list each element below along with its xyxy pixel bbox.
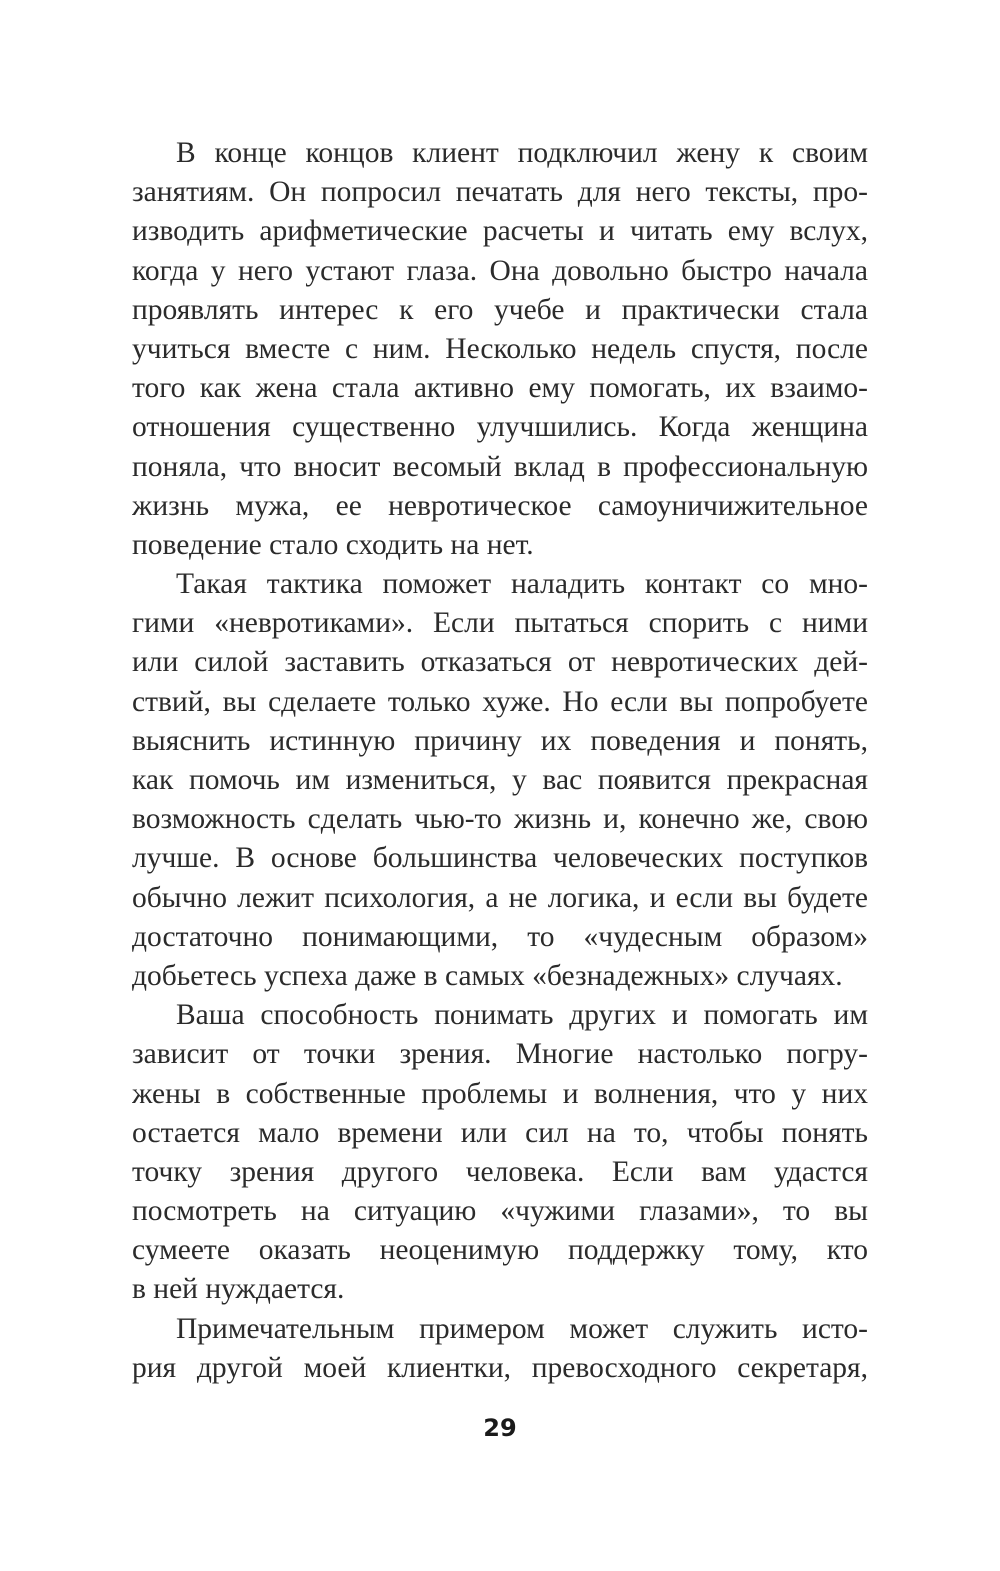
text-line: В конце концов клиент подключил жену к своим (176, 137, 868, 169)
text-line: ствий, вы сделаете только хуже. Но если вы попробуете (132, 685, 868, 718)
text-line: когда у него устают глаза. Она довольно быстро начала (132, 254, 868, 287)
text-line: обычно лежит психология, а не логика, и если вы будете (132, 881, 868, 914)
text-line: достаточно понимающими, то «чудесным образом» (132, 920, 868, 953)
text-line: того как жена стала активно ему помогать, их взаимо- (132, 372, 868, 405)
paragraph (132, 565, 868, 996)
text-line: добьетесь успеха даже в самых «безнадежных» случаях. (132, 959, 843, 992)
paragraph (132, 996, 868, 1310)
text-line: остается мало времени или сил на то, чтобы понять (132, 1116, 868, 1149)
paragraph (132, 1310, 868, 1388)
text-line: Примечательным примером может служить исто- (176, 1312, 868, 1345)
text-line: точку зрения другого человека. Если вам удастся (132, 1155, 868, 1188)
paragraph (132, 134, 868, 565)
text-line: как помочь им измениться, у вас появится прекрасная (132, 764, 868, 796)
page-number: 29 (483, 1414, 517, 1442)
text-line: гими «невротиками». Если пытаться спорить с ними (132, 607, 868, 640)
text-line: лучше. В основе большинства человеческих поступков (132, 842, 868, 875)
text-line: изводить арифметические расчеты и читать ему вслух, (132, 215, 868, 248)
text-line: поняла, что вносит весомый вклад в профессиональную (132, 450, 868, 483)
text-line: зависит от точки зрения. Многие настолько погру- (132, 1038, 868, 1071)
text-line: проявлять интерес к его учебе и практически стала (132, 293, 868, 326)
text-line: Ваша способность понимать других и помогать им (176, 999, 868, 1032)
text-line: отношения существенно улучшились. Когда женщина (132, 411, 868, 444)
text-line: возможность сделать чью-то жизнь и, конечно же, свою (132, 803, 868, 836)
text-line: Такая тактика поможет наладить контакт со мно- (176, 568, 868, 601)
text-line: рия другой моей клиентки, превосходного секретаря, (132, 1351, 868, 1384)
text-line: посмотреть на ситуацию «чужими глазами», то вы (132, 1195, 868, 1228)
text-line: сумеете оказать неоценимую поддержку тому, кто (132, 1234, 868, 1267)
text-line: жизнь мужа, ее невротическое самоуничижительное (132, 489, 868, 522)
text-line: выяснить истинную причину их поведения и понять, (132, 724, 868, 757)
text-line: занятиям. Он попросил печатать для него тексты, про- (132, 176, 868, 209)
text-line: в ней нуждается. (132, 1273, 345, 1306)
text-line: жены в собственные проблемы и волнения, что у них (132, 1077, 868, 1110)
body-text (132, 134, 868, 1388)
text-line: поведение стало сходить на нет. (132, 528, 534, 561)
text-line: учиться вместе с ним. Несколько недель спустя, после (132, 332, 868, 365)
text-line: или силой заставить отказаться от невротических дей- (132, 646, 868, 679)
